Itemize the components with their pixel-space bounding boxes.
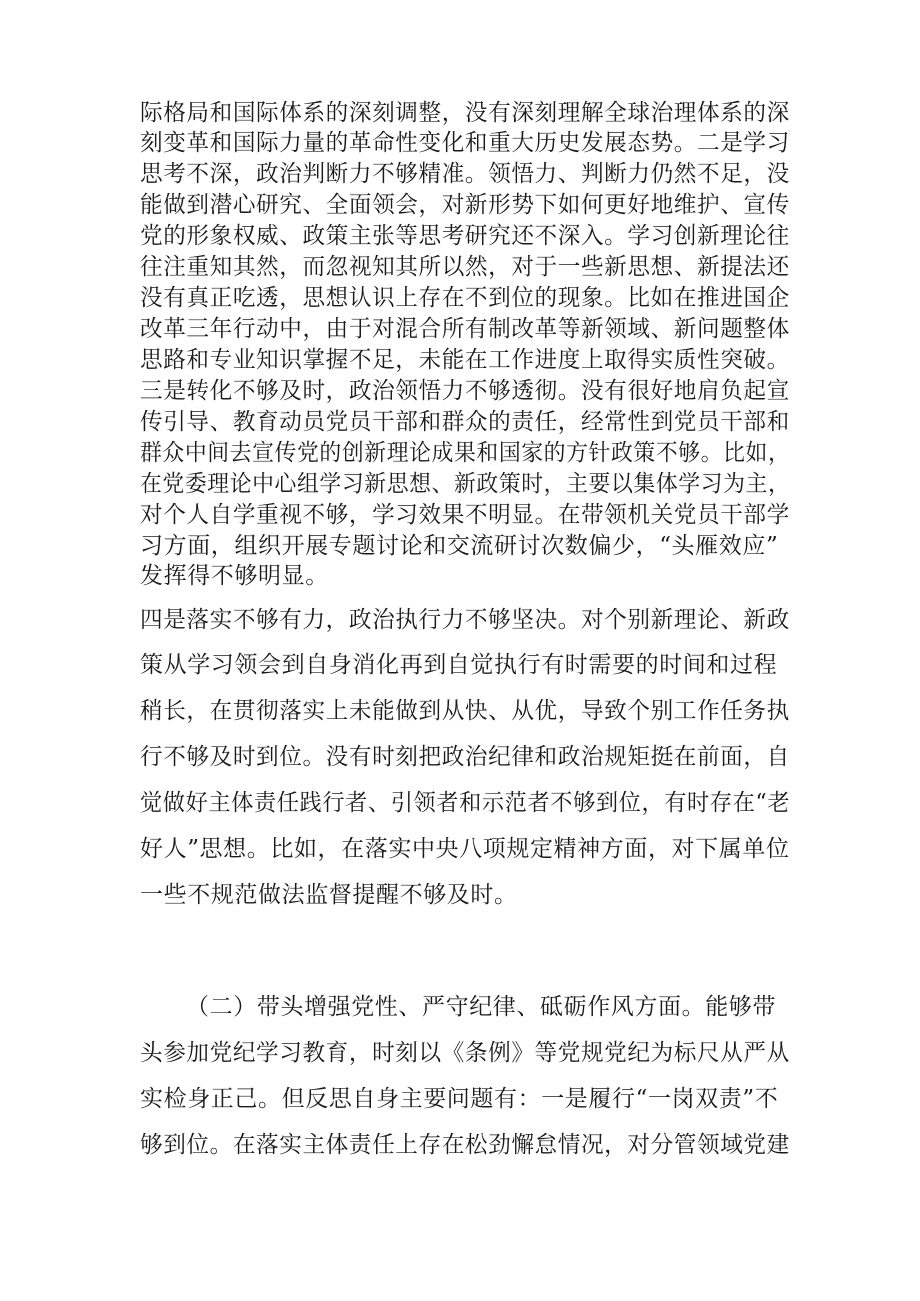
text-line: 没有真正吃透，思想认识上存在不到位的现象。比如在推进国企 — [140, 285, 790, 311]
text-line: 好人”思想。比如，在落实中央八项规定精神方面，对下属单位 — [140, 836, 790, 862]
text-line: 觉做好主体责任践行者、引领者和示范者不够到位，有时存在“老 — [140, 790, 791, 816]
text-line: 习方面，组织开展专题讨论和交流研讨次数偏少，“头雁效应” — [140, 533, 779, 559]
text-line: 够到位。在落实主体责任上存在松劲懈怠情况，对分管领域党建 — [140, 1132, 790, 1158]
text-line: 往注重知其然，而忽视知其所以然，对于一些新思想、新提法还 — [140, 254, 790, 280]
text-line: 四是落实不够有力，政治执行力不够坚决。对个别新理论、新政 — [140, 607, 790, 633]
text-line: 思考不深，政治判断力不够精准。领悟力、判断力仍然不足，没 — [140, 161, 790, 187]
text-line: 能做到潜心研究、全面领会，对新形势下如何更好地维护、宣传 — [140, 192, 790, 218]
text-line: 传引导、教育动员党员干部和群众的责任，经常性到党员干部和 — [140, 409, 790, 435]
text-line: 对个人自学重视不够，学习效果不明显。在带领机关党员干部学 — [140, 502, 790, 528]
text-line: 在党委理论中心组学习新思想、新政策时，主要以集体学习为主， — [140, 471, 791, 497]
text-line: 稍长，在贯彻落实上未能做到从快、从优，导致个别工作任务执 — [140, 698, 790, 724]
text-line: 改革三年行动中，由于对混合所有制改革等新领域、新问题整体 — [140, 316, 790, 342]
text-line: 际格局和国际体系的深刻调整，没有深刻理解全球治理体系的深 — [140, 100, 790, 126]
text-line: 三是转化不够及时，政治领悟力不够透彻。没有很好地肩负起宣 — [140, 378, 790, 404]
text-line: 策从学习领会到自身消化再到自觉执行有时需要的时间和过程 — [140, 652, 778, 678]
section-heading-line: （二）带头增强党性、严守纪律、砥砺作风方面。能够带 — [186, 994, 776, 1020]
text-line: 一些不规范做法监督提醒不够及时。 — [140, 882, 518, 908]
text-line: 实检身正己。但反思自身主要问题有：一是履行“一岗双责”不 — [140, 1086, 779, 1112]
text-line: 刻变革和国际力量的革命性变化和重大历史发展态势。二是学习 — [140, 130, 790, 156]
text-line: 发挥得不够明显。 — [140, 563, 329, 589]
text-line: 思路和专业知识掌握不足，未能在工作进度上取得实质性突破。 — [140, 347, 790, 373]
text-line: 党的形象权威、政策主张等思考研究还不深入。学习创新理论往 — [140, 223, 790, 249]
text-line: 群众中间去宣传党的创新理论成果和国家的方针政策不够。比如， — [140, 440, 791, 466]
text-line: 行不够及时到位。没有时刻把政治纪律和政治规矩挺在前面，自 — [140, 744, 790, 770]
text-line: 头参加党纪学习教育，时刻以《条例》等党规党纪为标尺从严从 — [140, 1040, 790, 1066]
